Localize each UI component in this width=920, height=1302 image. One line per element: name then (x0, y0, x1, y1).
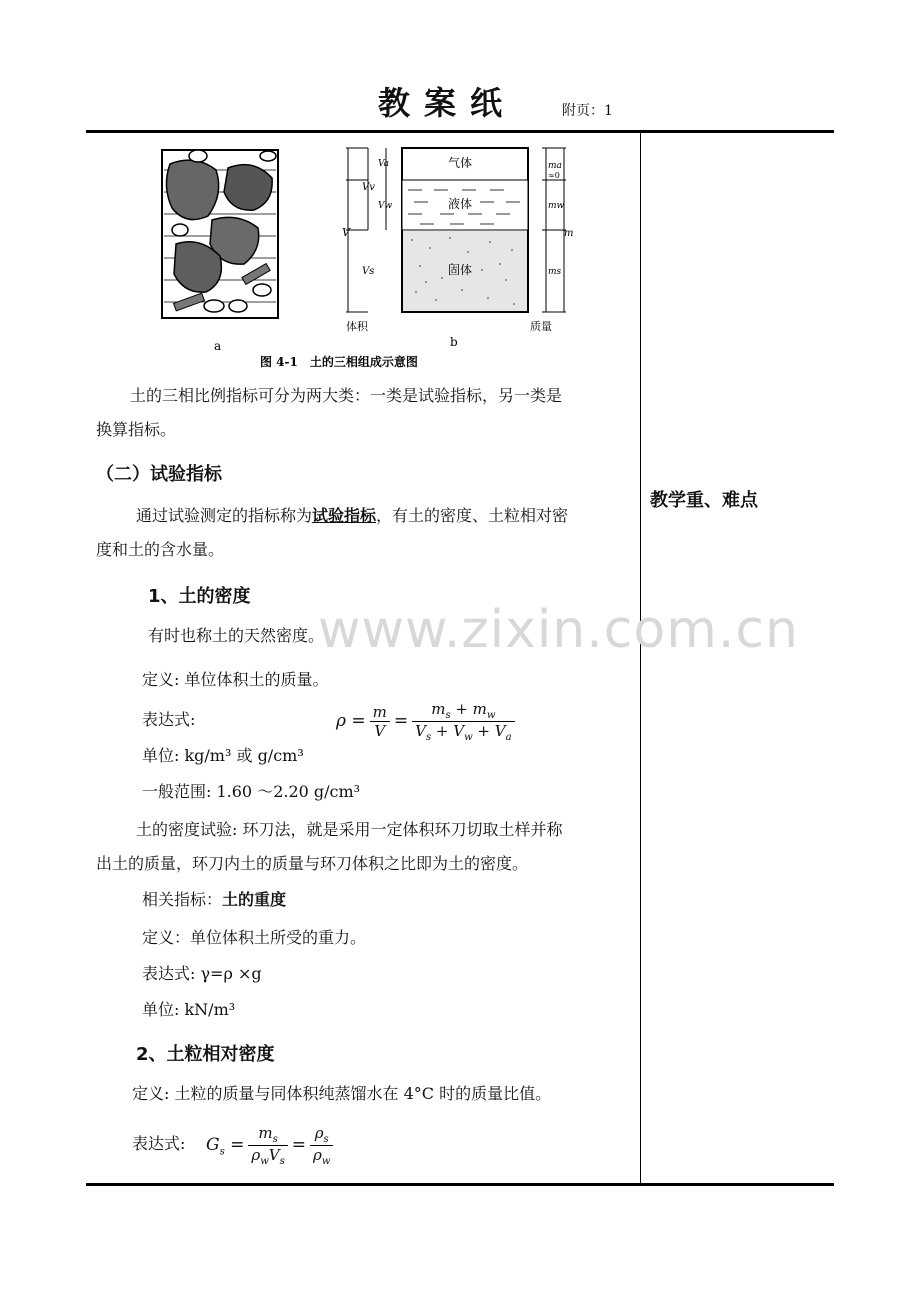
figure-caption: 图 4-1 土的三相组成示意图 (260, 355, 418, 369)
related-index-term: 土的重度 (222, 890, 287, 909)
intro-line-2: 换算指标。 (96, 420, 177, 439)
volume-solid-label: Vs (362, 266, 375, 277)
page-title: 教案纸 (378, 84, 517, 122)
three-phase-figure (150, 140, 574, 370)
test-index-term: 试验指标 (312, 506, 377, 525)
page-number-note: 附页：1 (562, 103, 613, 119)
sidebar-label: 教学重、难点 (650, 490, 758, 511)
specific-gravity-formula: $G_s$ = $\frac{m_s}{\rho_wV_s}$ = $\frac{\rho_s}{\rho_w}$ (206, 1124, 337, 1167)
weight-definition: 定义：单位体积土所受的重力。 (142, 928, 367, 947)
volume-air-label: Va (378, 159, 390, 169)
mass-total-label: m (564, 228, 574, 239)
solid-layer-label: 固体 (448, 263, 473, 277)
density-unit: 单位: kg/m³ 或 g/cm³ (142, 746, 304, 765)
weight-unit: 单位: kN/m³ (142, 1000, 236, 1019)
mass-solid-label: ms (548, 267, 562, 277)
section-heading: （二）试验指标 (96, 464, 222, 485)
density-alias: 有时也称土的天然密度。 (148, 626, 325, 645)
volume-axis-label: 体积 (346, 320, 368, 333)
figure-label-a: a (214, 339, 222, 353)
volume-water-label: Vw (378, 201, 393, 211)
mass-air-approx: ≈0 (548, 171, 560, 180)
bottom-rule (86, 1183, 834, 1186)
mass-axis-label: 质量 (530, 320, 552, 333)
specific-gravity-expression-label: 表达式: (132, 1134, 186, 1153)
related-index (142, 884, 286, 916)
density-heading: 1、土的密度 (148, 586, 251, 607)
density-test-line-1: 土的密度试验: 环刀法，就是采用一定体积环刀切取土样并称 (136, 820, 563, 839)
test-index-paragraph (136, 500, 568, 532)
volume-total-label: V (342, 226, 350, 239)
specific-gravity-definition: 定义: 土粒的质量与同体积纯蒸馏水在 4°C 时的质量比值。 (132, 1084, 552, 1103)
watermark: www.zixin.com.cn (318, 600, 799, 660)
density-test-line-2: 出土的质量，环刀内土的质量与环刀体积之比即为土的密度。 (96, 854, 529, 873)
density-expression-label: 表达式: (142, 710, 196, 729)
volume-voids-label: Vv (362, 182, 375, 193)
mass-air-label: ma (548, 161, 562, 171)
top-rule (86, 130, 834, 133)
density-definition: 定义: 单位体积土的质量。 (142, 670, 329, 689)
density-formula: ρ = $\frac{m}{V}$ = $\frac{m_s + m_w}{V_s + V_w + V_a}$ (336, 700, 519, 743)
weight-expression: 表达式: γ=ρ ×g (142, 964, 262, 983)
test-index-post: ，有土的密度、土粒相对密 (376, 506, 569, 525)
density-range: 一般范围: 1.60 ～2.20 g/cm³ (142, 782, 361, 801)
figure-label-b: b (450, 335, 458, 349)
liquid-layer-label: 液体 (448, 197, 473, 211)
gas-layer-label: 气体 (448, 156, 473, 170)
related-index-pre: 相关指标： (142, 890, 223, 909)
page-header (0, 78, 920, 128)
mass-water-label: mw (548, 201, 565, 211)
intro-line-1: 土的三相比例指标可分为两大类：一类是试验指标，另一类是 (130, 386, 563, 405)
test-index-line-2: 度和土的含水量。 (96, 540, 225, 559)
soil-sample-illustration (162, 150, 278, 318)
phase-diagram (342, 148, 573, 333)
specific-gravity-heading: 2、土粒相对密度 (136, 1044, 275, 1065)
test-index-pre: 通过试验测定的指标称为 (136, 506, 313, 525)
